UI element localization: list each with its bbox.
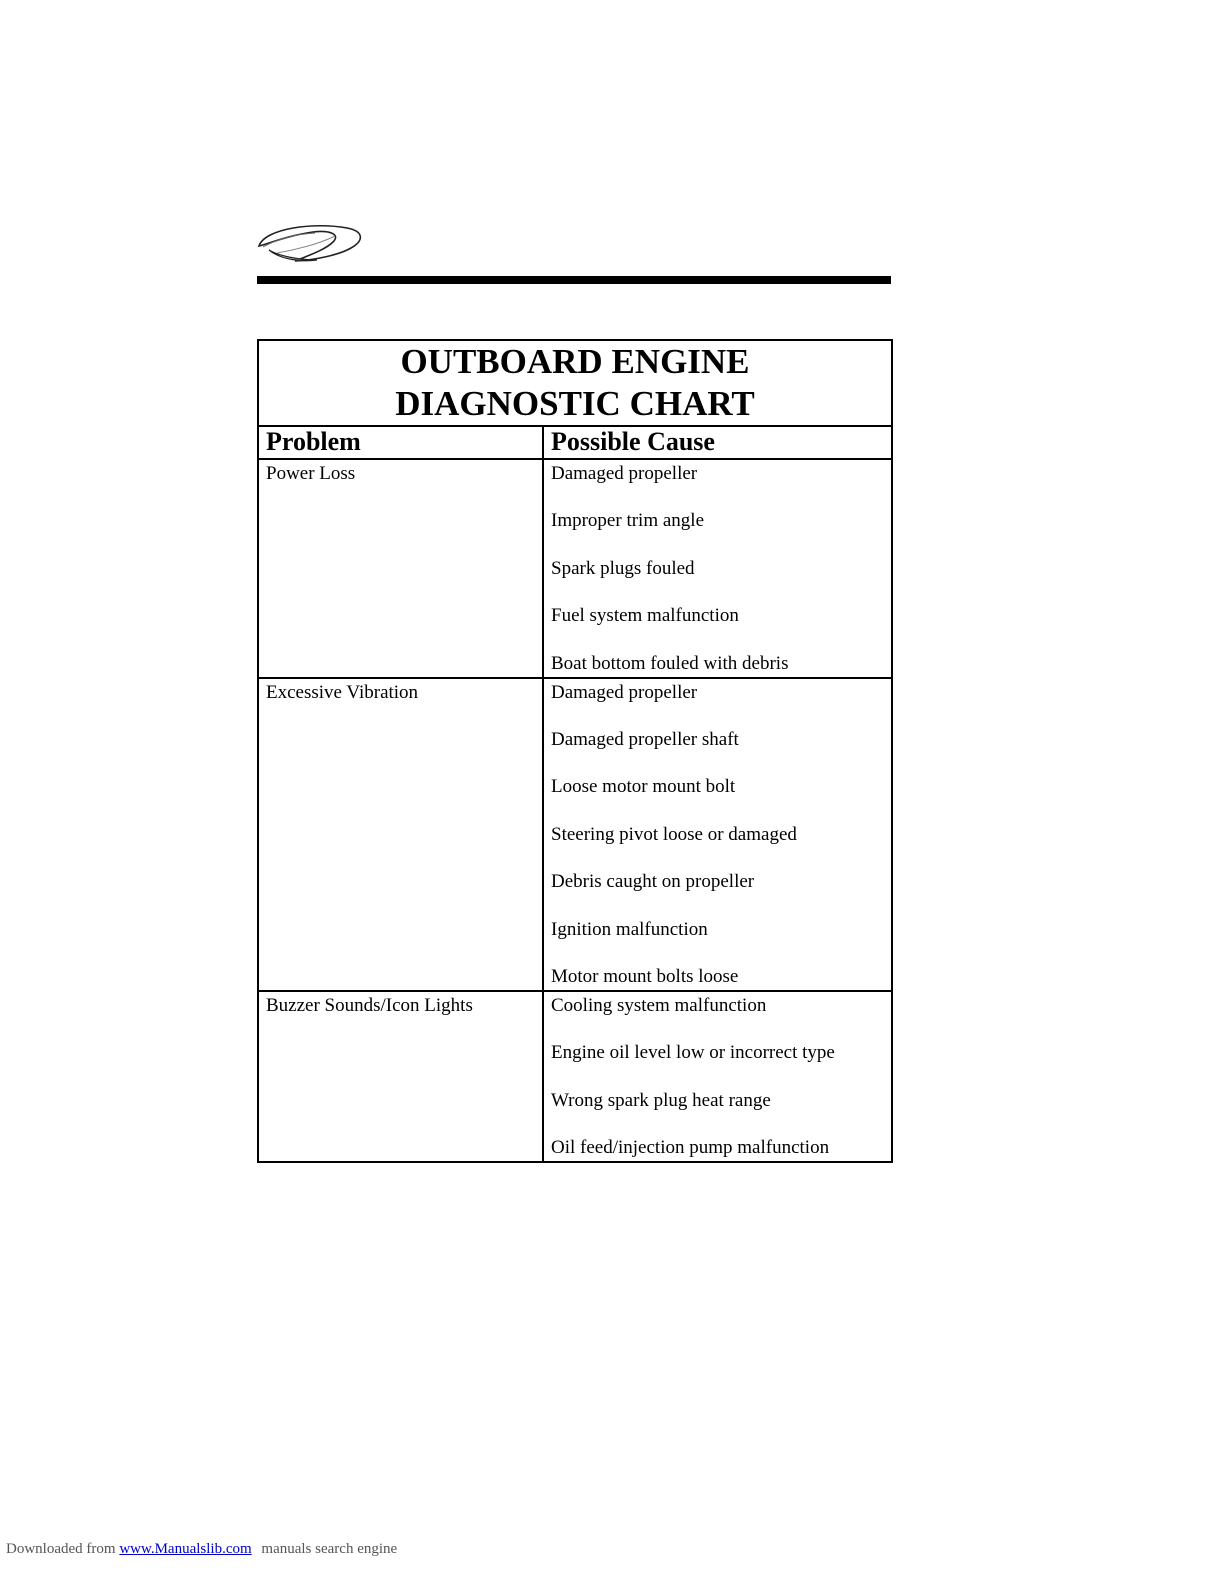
footer-prefix: Downloaded from (6, 1541, 116, 1557)
cause-item: Wrong spark plug heat range (551, 1089, 771, 1111)
table-row (258, 459, 892, 678)
cause-item: Improper trim angle (551, 510, 705, 532)
cause-item: Spark plugs fouled (551, 557, 695, 579)
cause-item: Damaged propeller (551, 681, 698, 703)
cause-item: Debris caught on propeller (551, 871, 755, 893)
column-header-problem: Problem (258, 426, 543, 459)
chart-title-line2: DIAGNOSTIC CHART (395, 384, 755, 423)
cause-item: Boat bottom fouled with debris (551, 652, 789, 674)
cause-item: Ignition malfunction (551, 918, 708, 940)
cause-item: Oil feed/injection pump malfunction (551, 1137, 830, 1159)
chart-title-line1: OUTBOARD ENGINE (400, 342, 750, 381)
cause-item: Cooling system malfunction (551, 994, 767, 1016)
causes-cell (543, 678, 892, 991)
cause-item: Steering pivot loose or damaged (551, 823, 797, 845)
footer (6, 1541, 397, 1558)
cause-item: Engine oil level low or incorrect type (551, 1042, 835, 1064)
swoosh-logo-icon (255, 220, 367, 266)
problem-cell: Power Loss (258, 459, 543, 678)
diagnostic-table (257, 339, 893, 1163)
footer-suffix: manuals search engine (261, 1541, 398, 1557)
table-row (258, 991, 892, 1162)
chart-title (258, 340, 892, 426)
cause-item: Loose motor mount bolt (551, 776, 736, 798)
cause-item: Damaged propeller shaft (551, 728, 739, 750)
table-row (258, 678, 892, 991)
cause-item: Fuel system malfunction (551, 605, 739, 627)
problem-cell: Buzzer Sounds/Icon Lights (258, 991, 543, 1162)
causes-cell (543, 991, 892, 1162)
cause-item: Motor mount bolts loose (551, 965, 739, 987)
footer-link[interactable]: www.Manualslib.com (119, 1541, 252, 1557)
problem-cell: Excessive Vibration (258, 678, 543, 991)
column-header-cause: Possible Cause (543, 426, 892, 459)
header-rule (257, 276, 891, 284)
cause-item: Damaged propeller (551, 463, 698, 484)
causes-cell (543, 459, 892, 678)
